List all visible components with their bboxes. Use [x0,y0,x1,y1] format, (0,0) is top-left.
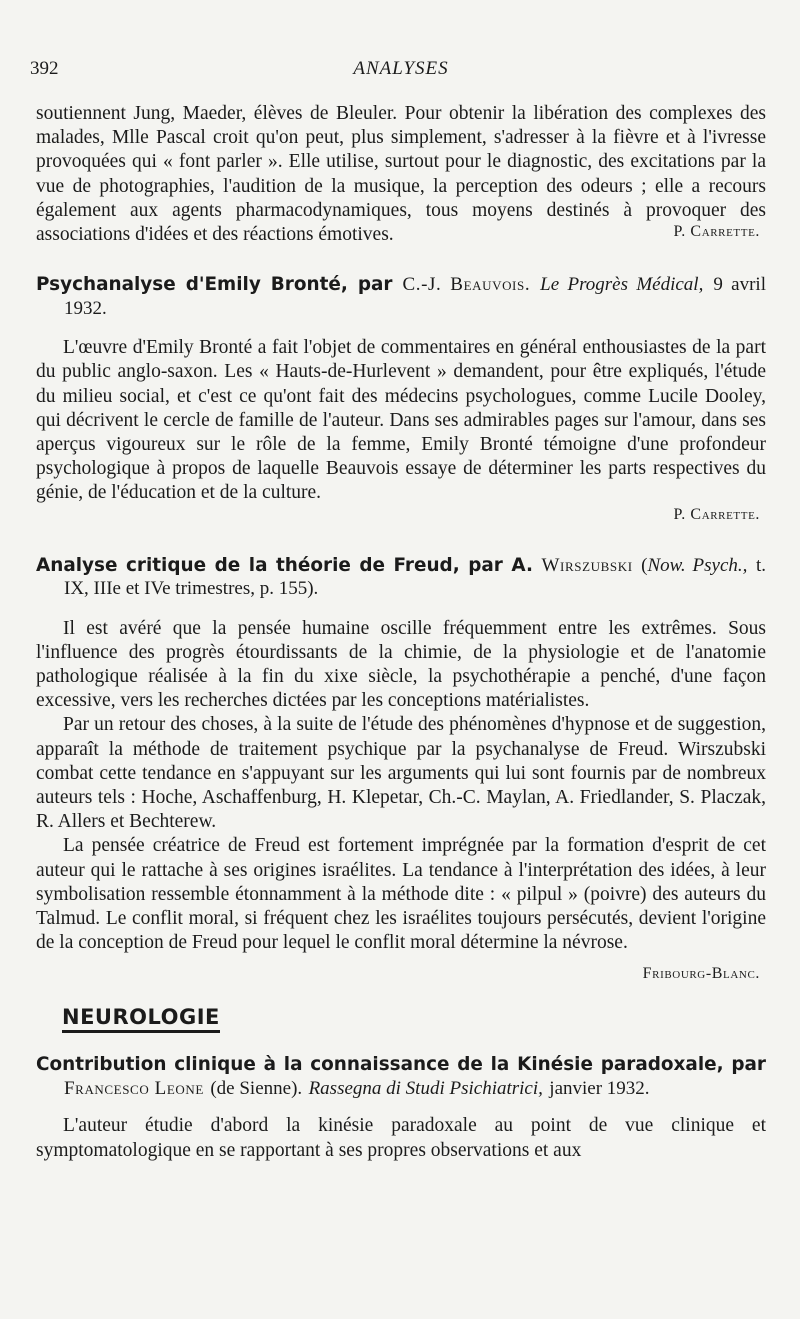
section-title: NEUROLOGIE [62,1005,220,1033]
review-paragraph: Il est avéré que la pensée humaine oscille fréquemment entre les extrêmes. Sous l'influence des progrès étourdissants de la chimie, de la physiologie et de l'anatomie pathologique réalisée à la fin du xixe siècle, la psychothérapie a penché, d'une façon excessive, vers les recherches dictées par les conceptions matérialistes. [36,617,766,712]
section-header [36,1005,766,1033]
review-paragraph: La pensée créatrice de Freud est fortement imprégnée par la formation d'esprit de cet auteur qui le rattache à ses origines israélites. La tendance à l'interprétation des idées, à leur symbolisation ressemble étonnamment à la méthode dite : « pilpul » (poivre) des auteurs du Talmud. Le conflit moral, si fréquent chez les israélites toujours persécutés, devient l'origine de la conception de Freud pour lequel le conflit moral détermine la névrose. [36,835,766,954]
running-title: ANALYSES [353,58,449,79]
article-author: Francesco Leone [64,1077,204,1099]
article-source-open: ( [641,554,648,576]
review-continued [36,102,766,246]
article-place: (de Sienne). [210,1077,303,1099]
review-signature: Fribourg-Blanc. [642,965,760,983]
article-source: Rassegna di Studi Psichiatrici, [308,1077,543,1099]
article-date: janvier 1932. [549,1077,650,1099]
review-freud [36,554,766,984]
article-author: C.-J. Beauvois. [402,274,531,296]
article-source: Now. Psych., [647,554,748,576]
review-signature: P. Carrette. [673,223,760,241]
review-body: L'œuvre d'Emily Bronté a fait l'objet de commentaires en général enthousiastes de la part du public anglo-saxon. Les « Hauts-de-Hurlevent » demandent, pour être expliqués, l'étude du milieu social, et c'est ce qu'ont fait des médecins psychologues, comme Lucile Dooley, qui décrivent le cercle de famille de l'auteur. Dans ses admirables pages sur l'amour, dans ses aperçus vigoureux sur le rôle de la femme, Emily Bronté témoigne d'une profondeur psychologique à propos de laquelle Beauvois essaye de déterminer les parts respectives du génie, de l'éducation et de la culture. [36,337,766,504]
review-emily-bronte [36,273,766,523]
review-body: L'auteur étudie d'abord la kinésie paradoxale au point de vue clinique et symptomatologique en se rapportant à ses propres observations et aux [36,1115,766,1161]
running-head [30,58,766,88]
article-heading [36,554,766,601]
page [30,58,766,1163]
article-details: t. IX, IIIe et IVe trimestres, p. 155). [64,554,766,600]
article-date: 9 avril 1932. [64,274,766,319]
article-title: Analyse critique de la théorie de Freud, par A. [36,554,533,576]
article-heading [36,273,766,320]
article-title: Psychanalyse d'Emily Bronté, par [36,274,393,296]
review-kinesie [36,1053,766,1162]
article-title: Contribution clinique à la connaissance de la Kinésie paradoxale, par [36,1054,766,1076]
page-number: 392 [30,58,59,79]
review-body: soutiennent Jung, Maeder, élèves de Bleuler. Pour obtenir la libération des complexes des malades, Mlle Pascal croit qu'on peut, plus simplement, s'adresser à la fièvre et à l'ivresse provoquées qui « font parler ». Elle utilise, surtout pour le diagnostic, des excitations par la vue de photographies, l'audition de la musique, la perception des odeurs ; elle a recours également aux agents pharmacodynamiques, tous moyens destinés à provoquer des associations d'idées et des réactions émotives. [36,103,766,246]
article-source: Le Progrès Médical, [540,274,704,296]
article-author: Wirszubski [541,554,633,576]
article-heading [36,1053,766,1100]
review-paragraph: Par un retour des choses, à la suite de l'étude des phénomènes d'hypnose et de suggestion, apparaît la méthode de traitement psychique par la psychanalyse de Freud. Wirszubski combat cette tendance en s'appuyant sur les arguments qui lui sont fournis par de nombreux auteurs tels : Hoche, Aschaffenburg, H. Klepetar, Ch.-C. Maylan, A. Friedlander, S. Placzak, R. Allers et Bechterew. [36,714,766,833]
review-signature: P. Carrette. [673,505,760,523]
